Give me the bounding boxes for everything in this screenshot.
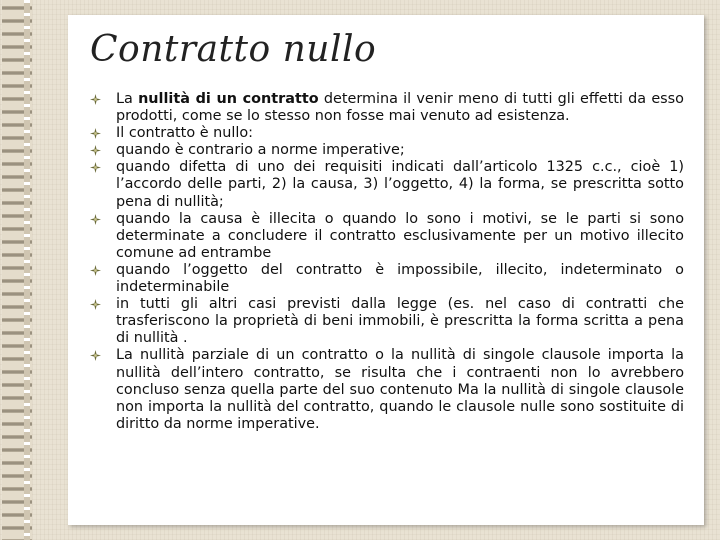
ornamental-bullet-icon [90,128,101,139]
bullet-item: La nullità parziale di un contratto o la nullità di singole clausole importa la nullità dell’intero contratto, se risulta che i contraenti non lo avrebbero concluso senza quella parte del suo contenuto Ma la nullità di singole clausole non importa la nullità del contratto, quando le clausole nulle sono sostituite di diritto da norme imperative. [88,347,684,432]
bullet-item: La nullità di un contratto determina il venir meno di tutti gli effetti da esso prodotti, come se lo stesso non fosse mai venuto ad esistenza. [88,91,684,125]
bullet-item: quando difetta di uno dei requisiti indicati dall’articolo 1325 c.c., cioè 1) l’accordo delle parti, 2) la causa, 3) l’oggetto, 4) la forma, se prescritta sotto pena di nullità; [88,159,684,210]
slide-title: Contratto nullo [90,29,377,70]
ornamental-bullet-icon [90,265,101,276]
ornamental-bullet-icon [90,350,101,361]
bullet-item: quando l’oggetto del contratto è impossibile, illecito, indeterminato o indeterminabile [88,262,684,296]
bullet-item: quando è contrario a norme imperative; [88,142,684,159]
spiral-binding [2,0,32,540]
ornamental-bullet-icon [90,214,101,225]
ornamental-bullet-icon [90,145,101,156]
ornamental-bullet-icon [90,94,101,105]
bullet-item: quando la causa è illecita o quando lo sono i motivi, se le parti si sono determinate a concludere il contratto esclusivamente per un motivo illecito comune ad entrambe [88,211,684,262]
ornamental-bullet-icon [90,299,101,310]
slide-page [68,15,704,525]
bullet-list [88,91,684,433]
ornamental-bullet-icon [90,162,101,173]
bullet-item: Il contratto è nullo: [88,125,684,142]
bullet-item: in tutti gli altri casi previsti dalla legge (es. nel caso di contratti che trasferiscono la proprietà di beni immobili, è prescritta la forma scritta a pena di nullità . [88,296,684,347]
